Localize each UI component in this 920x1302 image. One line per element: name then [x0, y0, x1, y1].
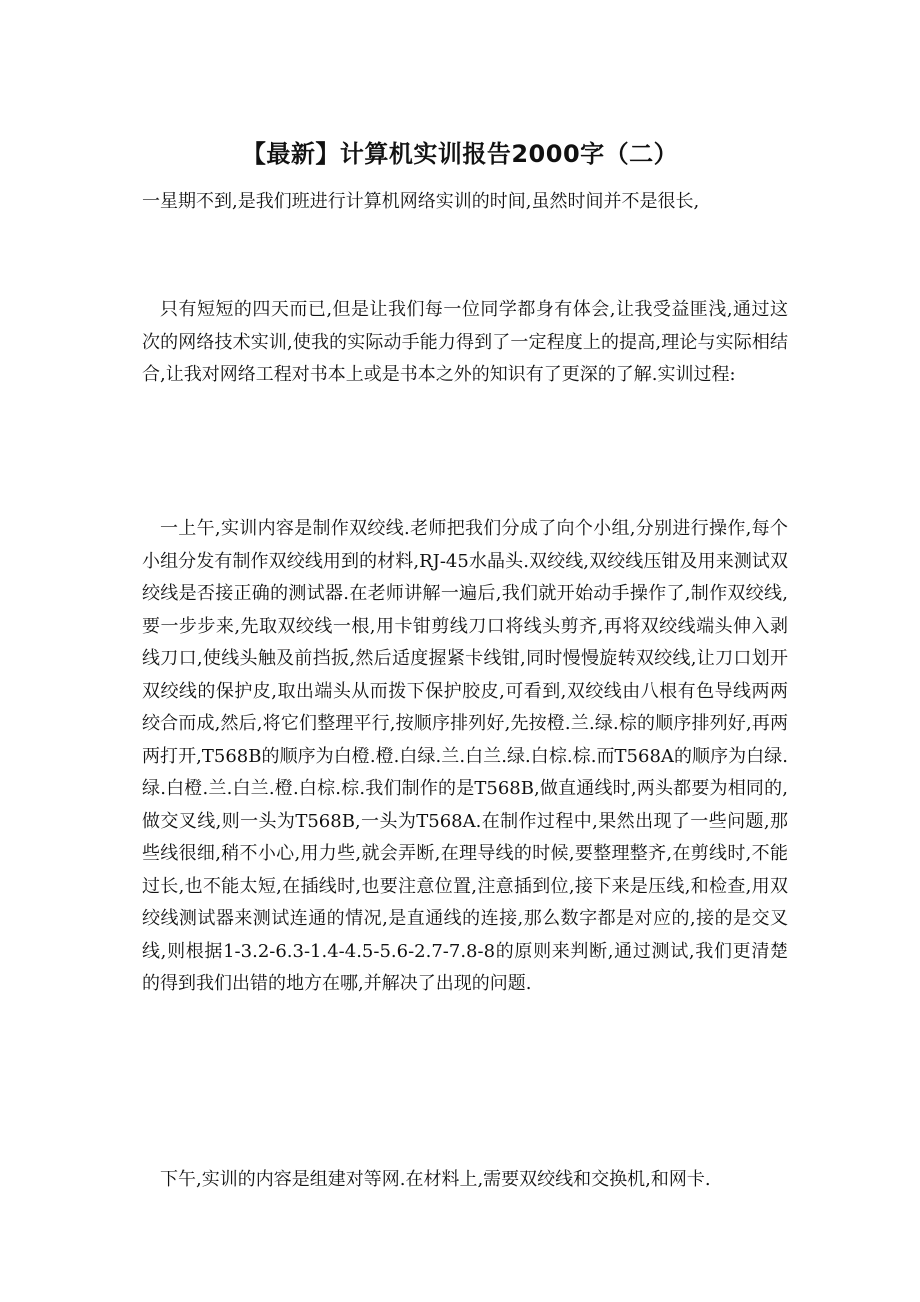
body-paragraph-3: 下午,实训的内容是组建对等网.在材料上,需要双绞线和交换机,和网卡. — [160, 1169, 711, 1190]
document-title: 【最新】计算机实训报告2000字（二） — [241, 140, 679, 168]
body-paragraph-1: 只有短短的四天而已,但是让我们每一位同学都身有体会,让我受益匪浅,通过这次的网络技术实训,使我的实际动手能力得到了一定程度上的提高,理论与实际相结合,让我对网络工程对书本上或是书本之外的知识有了更深的了解.实训过程: — [142, 299, 788, 385]
body-paragraph-2: 一上午,实训内容是制作双绞线.老师把我们分成了向个小组,分别进行操作,每个小组分发有制作双绞线用到的材料,RJ-45水晶头.双绞线,双绞线压钳及用来测试双绞线是否接正确的测试器.在老师讲解一遍后,我们就开始动手操作了,制作双绞线,要一步步来,先取双绞线一根,用卡钳剪线刀口将线头剪齐,再将双绞线端头伸入剥线刀口,使线头触及前挡扳,然后适度握紧卡线钳,同时慢慢旋转双绞线,让刀口划开双绞线的保护皮,取出端头从而拨下保护胶皮,可看到,双绞线由八根有色导线两两绞合而成,然后,将它们整理平行,按顺序排列好,先按橙.兰.绿.棕的顺序排列好,再两两打开,T568B的顺序为白橙.橙.白绿.兰.白兰.绿.白棕.棕.而T568A的顺序为白绿.绿.白橙.兰.白兰.橙.白棕.棕.我们制作的是T568B,做直通线时,两头都要为相同的,做交叉线,则一头为T568B,一头为T568A.在制作过程中,果然出现了一些问题,那些线很细,稍不小心,用力些,就会弄断,在理导线的时候,要整理整齐,在剪线时,不能过长,也不能太短,在插线时,也要注意位置,注意插到位,接下来是压线,和检查,用双绞线测试器来测试连通的情况,是直通线的连接,那么数字都是对应的,接的是交叉线,则根据1-3.2-6.3-1.4-4.5-5.6-2.7-7.8-8的原则来判断,通过测试,我们更清楚的得到我们出错的地方在哪,并解决了出现的问题. — [142, 518, 788, 994]
intro-paragraph: 一星期不到,是我们班进行计算机网络实训的时间,虽然时间并不是很长, — [142, 191, 700, 212]
